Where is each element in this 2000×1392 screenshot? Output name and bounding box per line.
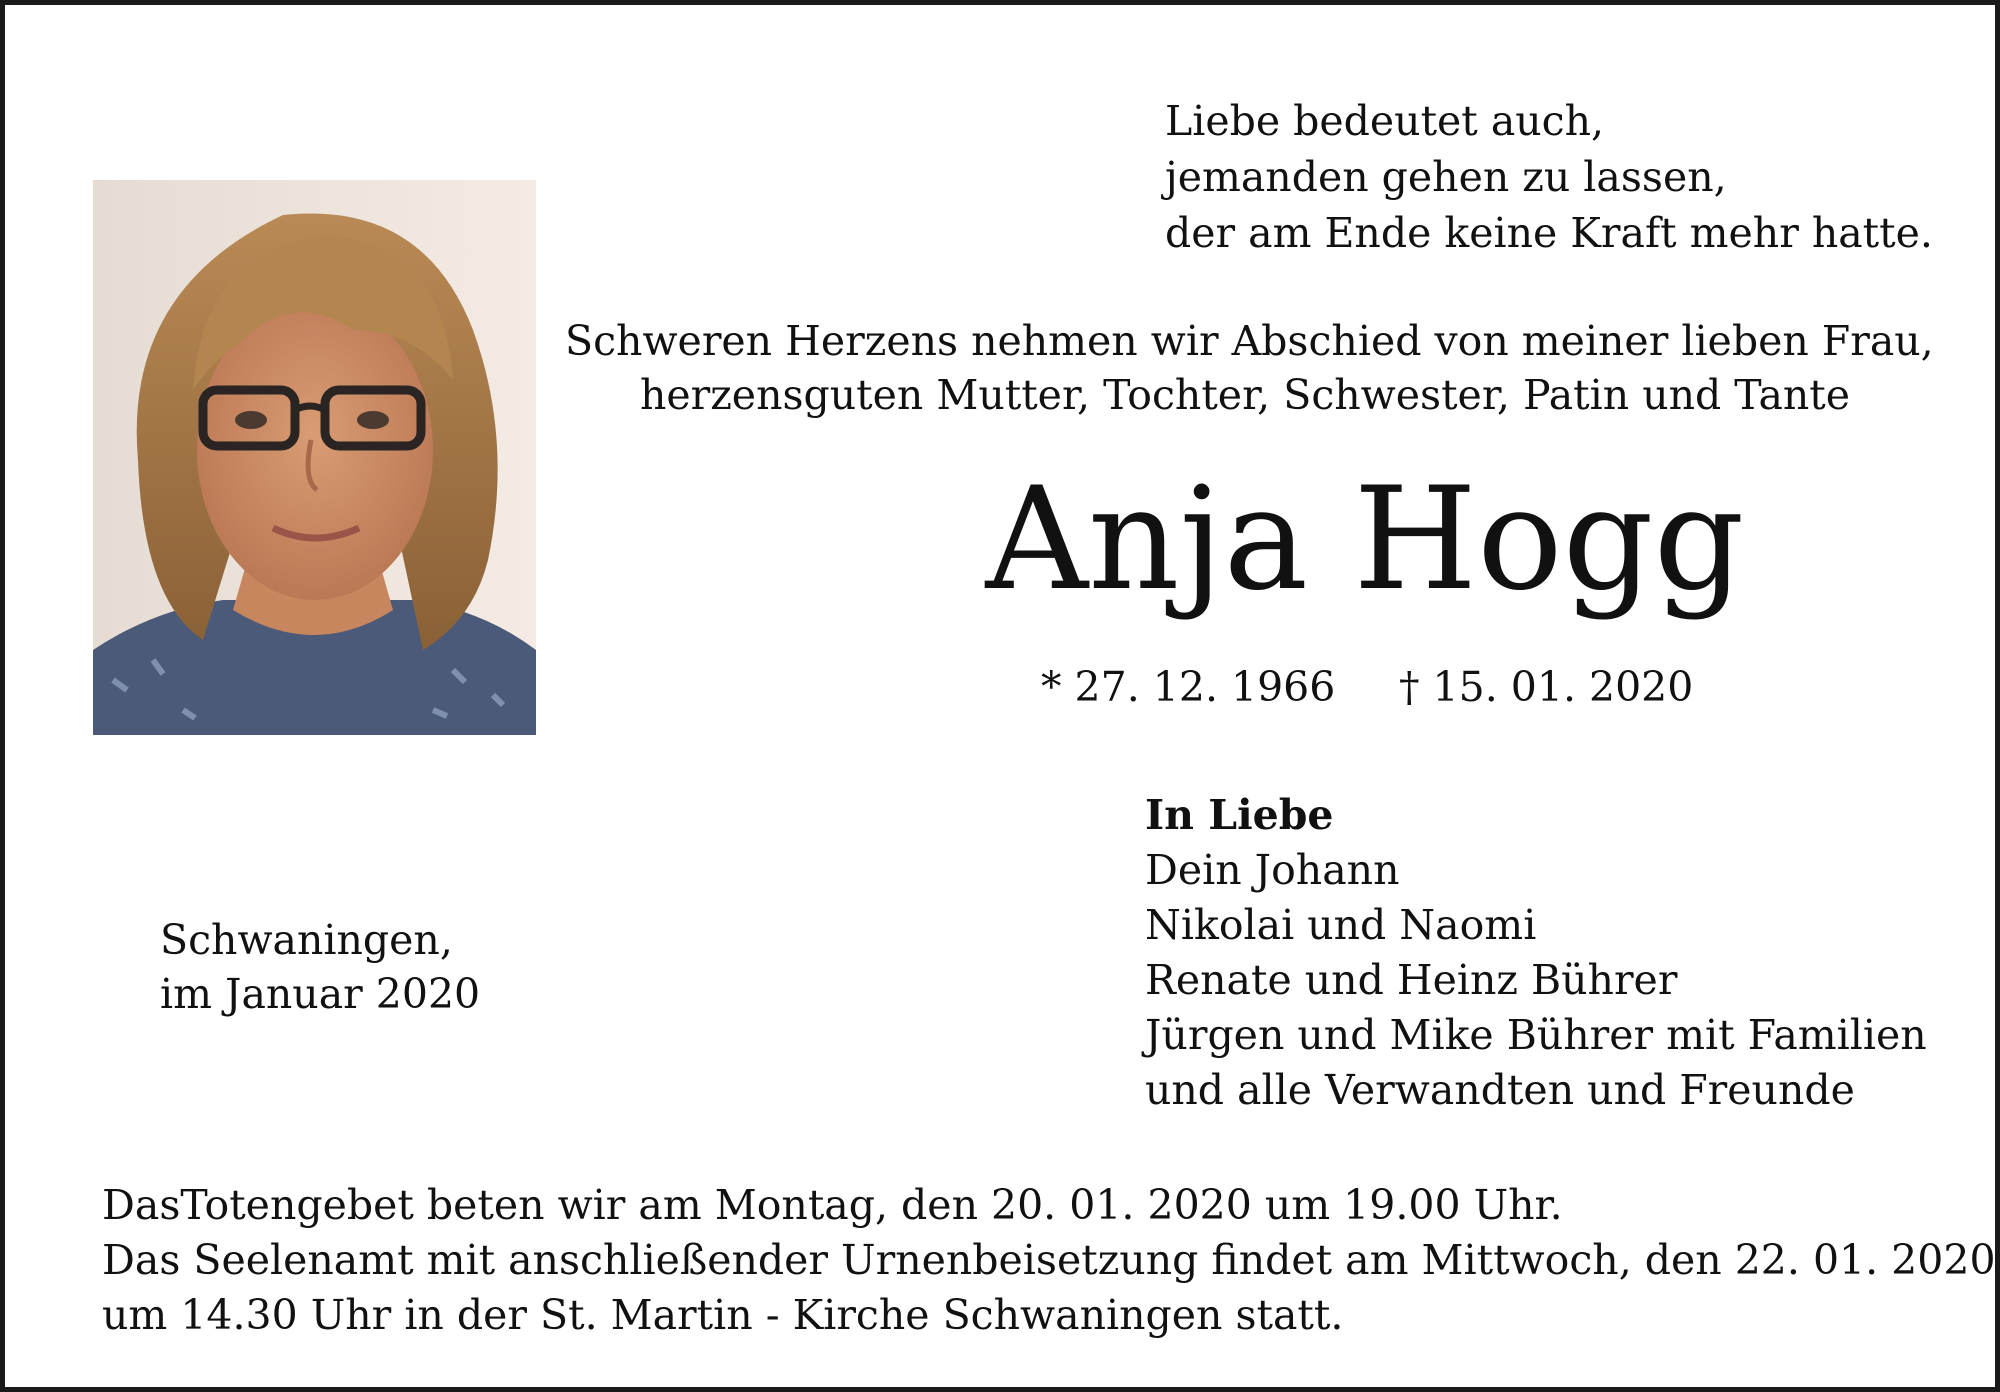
- portrait-image: [93, 180, 536, 735]
- place-and-date: [160, 913, 480, 1021]
- motto-line: der am Ende keine Kraft mehr hatte.: [1165, 209, 1933, 257]
- deceased-name: Anja Hogg: [985, 457, 1745, 622]
- mourner-entry: Renate und Heinz Bührer: [1145, 956, 1678, 1004]
- birth-date: * 27. 12. 1966: [1041, 663, 1336, 711]
- motto-quote: [1165, 93, 1933, 261]
- mourner-entry: Jürgen und Mike Bührer mit Familien: [1145, 1011, 1927, 1059]
- announcement-text: [565, 314, 1934, 422]
- mourners-heading: In Liebe: [1145, 791, 1334, 839]
- place-line: Schwaningen,: [160, 916, 453, 964]
- portrait-photo: [93, 180, 536, 735]
- mourner-entry: und alle Verwandten und Freunde: [1145, 1066, 1855, 1114]
- funeral-line: um 14.30 Uhr in der St. Martin - Kirche Schwaningen statt.: [102, 1291, 1344, 1339]
- motto-line: jemanden gehen zu lassen,: [1165, 153, 1727, 201]
- place-line: im Januar 2020: [160, 970, 481, 1018]
- mourner-entry: Dein Johann: [1145, 846, 1400, 894]
- mourner-entry: Nikolai und Naomi: [1145, 901, 1537, 949]
- motto-line: Liebe bedeutet auch,: [1165, 97, 1605, 145]
- announcement-line: Schweren Herzens nehmen wir Abschied von meiner lieben Frau,: [565, 317, 1934, 365]
- funeral-line: DasTotengebet beten wir am Montag, den 20. 01. 2020 um 19.00 Uhr.: [102, 1181, 1563, 1229]
- mourners-list: [1145, 788, 1927, 1118]
- death-date: † 15. 01. 2020: [1399, 663, 1694, 711]
- funeral-line: Das Seelenamt mit anschließender Urnenbeisetzung findet am Mittwoch, den 22. 01. 2020: [102, 1236, 1996, 1284]
- announcement-line: herzensguten Mutter, Tochter, Schwester, Patin und Tante: [639, 371, 1851, 419]
- funeral-details: [102, 1178, 1996, 1343]
